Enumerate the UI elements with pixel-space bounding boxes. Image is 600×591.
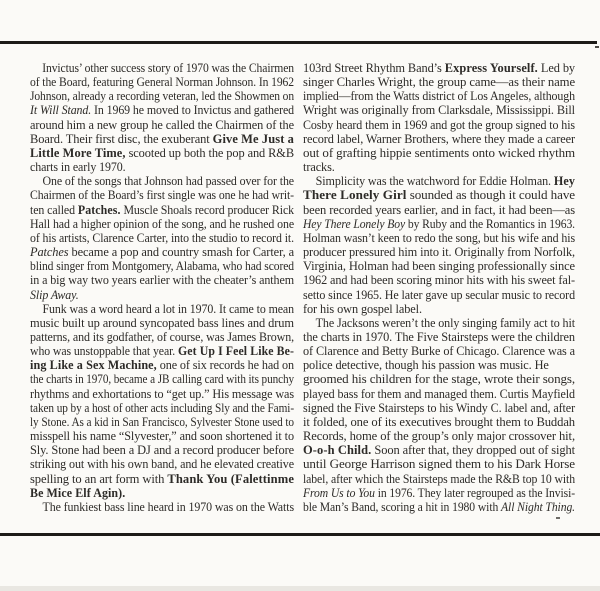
body-text: Cosby heard them in 1969 and got the group signed to his (303, 117, 575, 132)
text-line (303, 118, 575, 132)
bottom-rule (0, 533, 600, 536)
text-line (30, 160, 126, 174)
text-line (30, 387, 294, 401)
body-text: became a pop and country smash for Carter, a (68, 245, 294, 260)
body-text: Led by (537, 61, 575, 75)
text-line (303, 245, 575, 259)
body-text: striking out with his own band, and he elevated creative (30, 457, 294, 472)
text-line (30, 217, 294, 231)
text-line (30, 457, 294, 471)
body-text: the charts in 1970. The Five Stairsteps were the children (303, 329, 575, 344)
text-line (30, 245, 294, 259)
body-text: rhythms and exhortations to “get up.” His message was (30, 386, 294, 401)
body-text: misspell his name “Slyvester,” and soon shortened it to (30, 429, 294, 444)
song-title-bold: Express Yourself. (444, 61, 538, 75)
body-text: in a big way two years earlier with the cheater’s anthem (30, 273, 294, 288)
scan-edge-shadow (0, 586, 600, 591)
text-line (303, 231, 575, 245)
text-line (303, 217, 575, 231)
body-text: label, after which the Stairsteps made the R&B top 10 with (303, 471, 575, 486)
scan-speck (556, 517, 560, 519)
body-text: Virginia, Holman had been singing professionally since (303, 259, 575, 274)
text-line (30, 174, 294, 188)
body-text: Funk was a word heard a lot in 1970. It came to mean (42, 301, 294, 316)
body-text: Records, home of the group’s only major crossover hit, (303, 429, 575, 444)
body-text: Invictus’ other success story of 1970 was the Chairmen (42, 61, 294, 75)
text-line (30, 472, 294, 486)
body-text: setto since 1965. He later gave up secular music to record (303, 287, 575, 302)
body-text: for his own gospel label. (303, 301, 422, 316)
body-text: who was unstoppable that year. (30, 344, 179, 359)
body-text: been recorded years earlier, and in fact, it had been—as (303, 202, 575, 217)
text-line (30, 401, 294, 415)
text-line (303, 132, 575, 146)
body-text: record label, Warner Brothers, where they made a career (303, 131, 575, 146)
text-line (303, 472, 575, 486)
body-text: Simplicity was the watchword for Eddie Holman. (315, 174, 554, 189)
text-line (303, 401, 575, 415)
text-line (30, 344, 294, 358)
text-column-right (303, 61, 575, 514)
title-italic: Patches (30, 245, 69, 260)
text-line (303, 259, 575, 273)
text-line (303, 160, 335, 174)
song-title-bold: Patches. (77, 202, 121, 217)
body-text: tracks. (303, 160, 335, 175)
body-text: by Ruby and the Romantics in 1963. (405, 216, 575, 231)
song-title-bold: Get Up I Feel Like Be- (178, 344, 294, 359)
text-line (303, 288, 575, 302)
text-line (303, 203, 575, 217)
text-line (30, 146, 294, 160)
song-title-bold: ing Like a Sex Machine, (30, 358, 157, 373)
body-text: One of the songs that Johnson had passed over for the (42, 174, 294, 189)
body-text: in 1976. They later regrouped as the Invisi- (374, 485, 575, 500)
body-text: blind singer from Montgomery, Alabama, who had scored (30, 259, 294, 274)
title-italic: All Night Thing. (501, 499, 575, 514)
text-line (303, 344, 575, 358)
text-line (30, 273, 294, 287)
text-line (303, 358, 549, 372)
text-line (30, 372, 294, 386)
song-title-bold: Little More Time, (30, 145, 126, 160)
body-text: scooted up both the pop and R&B (125, 145, 294, 160)
text-line (30, 302, 294, 316)
body-text: taken up by a host of other acts including Sly and the Fami- (30, 400, 294, 415)
body-text: ly Stone. As a kid in San Francisco, Sylvester Stone used to (30, 414, 294, 429)
text-line (303, 372, 575, 386)
body-text: In 1969 he moved to Invictus and gathered (91, 103, 294, 118)
song-title-bold: There Lonely Girl (303, 188, 407, 203)
body-text: singer Charles Wright, the group came—as their name (303, 75, 575, 90)
body-text: Sly. Stone had been a DJ and a record producer before (30, 443, 295, 458)
text-line (303, 429, 575, 443)
text-line (30, 429, 294, 443)
text-line (303, 75, 575, 89)
song-title-bold: Give Me Just a (212, 131, 294, 146)
body-text: sounded as though it could have (406, 188, 575, 203)
body-text: signed the Five Stairsteps to his Windy C. label and, after (303, 400, 575, 415)
text-line (303, 457, 575, 471)
body-text: Hall had a higher opinion of the song, and he rushed one (30, 216, 294, 231)
text-line (303, 188, 575, 202)
body-text: out of grafting hippie sentiments onto wicked rhythm (303, 145, 575, 160)
body-text: 1962 and had been scoring minor hits with his sweet fal- (303, 273, 575, 288)
body-text: Board. Their first disc, the exuberant (30, 131, 213, 146)
text-line (30, 288, 79, 302)
text-line (30, 89, 294, 103)
text-line (30, 316, 294, 330)
body-text: one of six records he had on (156, 358, 294, 373)
body-text: producer pressured him into it. Originally from Norfolk, (303, 245, 575, 260)
text-line (303, 415, 575, 429)
body-text: 103rd Street Rhythm Band’s (303, 61, 445, 75)
song-title-bold: Be Mice Elf Agin). (30, 485, 126, 500)
body-text: of the Board, featuring General Norman Johnson. In 1962 (30, 75, 294, 90)
text-line (30, 118, 294, 132)
title-italic: Hey There Lonely Boy (303, 216, 406, 231)
body-text: ble Man’s Band, scoring a hit in 1980 with (303, 499, 502, 514)
body-text: Wright was originally from Clarksdale, Mississippi. Bill (303, 103, 575, 118)
text-line (30, 358, 294, 372)
text-line (30, 486, 125, 500)
title-italic: From Us to You (303, 485, 375, 500)
song-title-bold: Thank You (Falettinme (167, 471, 294, 486)
text-line (30, 188, 294, 202)
body-text: around him a new group he called the Chairmen of the (30, 117, 294, 132)
text-line (30, 500, 294, 514)
body-text: Muscle Shoals record producer Rick (120, 202, 294, 217)
body-text: of Clarence and Betty Burke of Chicago. Clarence was a (303, 344, 575, 359)
text-line (303, 486, 575, 500)
body-text: The funkiest bass line heard in 1970 was on the Watts (42, 499, 295, 514)
body-text: The Jacksons weren’t the only singing family act to hit (315, 315, 575, 330)
song-title-bold: O-o-h Child. (303, 443, 372, 458)
body-text: patterns, and its godfather, of course, was James Brown, (30, 329, 294, 344)
body-text: Chairmen of the Board’s first single was one he had writ- (30, 188, 294, 203)
text-line (303, 174, 575, 188)
text-line (30, 61, 294, 75)
top-rule (0, 41, 597, 44)
song-title-bold: Hey (553, 174, 575, 189)
body-text: Johnson, already a recording veteran, led the Showmen on (30, 89, 294, 104)
body-text: charts in early 1970. (30, 160, 126, 175)
text-line (303, 500, 575, 514)
body-text: the charts in 1970, became a JB calling card with its punchy (30, 372, 294, 387)
text-line (303, 273, 575, 287)
body-text: of his artists, Clarence Carter, into the studio to record it. (30, 230, 294, 245)
body-text: implied—from the Watts district of Los Angeles, although (303, 89, 575, 104)
text-line (30, 132, 294, 146)
text-line (30, 103, 294, 117)
text-line (303, 330, 575, 344)
body-text: music built up around syncopated bass lines and drum (30, 315, 294, 330)
body-text: it folded, one of its executives brought them to Buddah (303, 414, 575, 429)
text-line (30, 443, 294, 457)
text-line (303, 146, 575, 160)
body-text: police detective, though his passion was music. He (303, 358, 549, 373)
body-text: Soon after that, they dropped out of sight (371, 443, 575, 458)
body-text: until George Harrison signed them to his Dark Horse (303, 457, 575, 472)
title-italic: Slip Away. (30, 287, 79, 302)
body-text: Holman wasn’t keen to redo the song, but his wife and his (303, 230, 575, 245)
text-line (303, 89, 575, 103)
text-line (303, 61, 575, 75)
body-text: ten called (30, 202, 78, 217)
text-line (30, 75, 294, 89)
text-line (303, 443, 575, 457)
body-text: spelling to an art form with (30, 471, 168, 486)
text-line (30, 259, 294, 273)
text-line (303, 387, 575, 401)
text-column-left (30, 61, 294, 514)
text-line (303, 302, 422, 316)
text-line (303, 316, 575, 330)
text-line (303, 103, 575, 117)
scan-speck (595, 46, 599, 48)
body-text: groomed his children for the stage, wrote their songs, (303, 372, 575, 387)
title-italic: It Will Stand. (30, 103, 92, 118)
text-line (30, 330, 294, 344)
text-line (30, 415, 294, 429)
text-line (30, 231, 294, 245)
body-text: played bass for them and managed them. Curtis Mayfield (303, 386, 575, 401)
text-line (30, 203, 294, 217)
